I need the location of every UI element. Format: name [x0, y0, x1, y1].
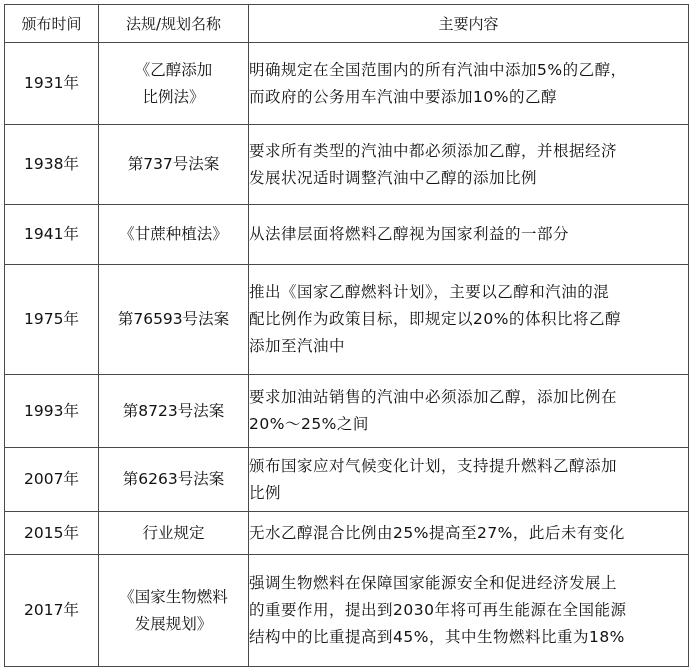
law-name-line: 第737号法案: [127, 155, 220, 173]
year-cell: 2007年: [5, 448, 99, 512]
table-row: [5, 555, 689, 667]
law-name-line: 比例法》: [142, 87, 205, 106]
table-row: [5, 448, 689, 512]
content-line: 无水乙醇混合比例由25%提高至27%，此后未有变化: [249, 523, 625, 542]
law-name-cell: [99, 265, 249, 375]
header-year: 颁布时间: [5, 5, 99, 43]
table-row: [5, 43, 689, 125]
content-line: 要求所有类型的汽油中都必须添加乙醇，并根据经济: [249, 141, 618, 160]
law-name-line: 第8723号法案: [122, 401, 225, 420]
content-line: 而政府的公务用车汽油中要添加10%的乙醇: [249, 87, 557, 106]
content-cell: [249, 205, 689, 265]
header-main-content: 主要内容: [249, 5, 689, 43]
law-name-line: 发展规划》: [134, 614, 213, 633]
law-name-cell: [99, 125, 249, 205]
law-name-line: 《国家生物燃料: [119, 587, 228, 606]
law-name-line: 第76593号法案: [117, 310, 230, 328]
year-cell: 2015年: [5, 512, 99, 555]
content-cell: [249, 448, 689, 512]
law-name-cell: [99, 375, 249, 448]
content-line: 从法律层面将燃料乙醇视为国家利益的一部分: [249, 225, 570, 243]
content-cell: [249, 512, 689, 555]
header-row: [5, 5, 689, 43]
content-cell: [249, 555, 689, 667]
content-line: 配比例作为政策目标，即规定以20%的体积比将乙醇: [249, 310, 621, 328]
table-row: [5, 512, 689, 555]
year-cell: 1931年: [5, 43, 99, 125]
law-name-cell: [99, 555, 249, 667]
content-line: 比例: [249, 483, 282, 502]
content-line: 明确规定在全国范围内的所有汽油中添加5%的乙醇，: [249, 60, 627, 79]
law-name-line: 第6263号法案: [122, 470, 225, 488]
year-cell: 1938年: [5, 125, 99, 205]
law-name-cell: [99, 43, 249, 125]
content-line: 颁布国家应对气候变化计划，支持提升燃料乙醇添加: [249, 456, 618, 475]
year-cell: 1941年: [5, 205, 99, 265]
content-line: 推出《国家乙醇燃料计划》，主要以乙醇和汽油的混: [249, 283, 610, 301]
law-name-cell: [99, 448, 249, 512]
year-cell: 1975年: [5, 265, 99, 375]
content-line: 发展状况适时调整汽油中乙醇的添加比例: [249, 168, 538, 187]
table-row: [5, 375, 689, 448]
content-line: 的重要作用，提出到2030年将可再生能源在全国能源: [249, 601, 627, 619]
content-line: 添加至汽油中: [249, 337, 346, 355]
content-line: 强调生物燃料在保障国家能源安全和促进经济发展上: [249, 574, 618, 592]
content-line: 20%～25%之间: [249, 415, 369, 433]
regulations-table: [4, 4, 689, 667]
header-law-name: 法规/规划名称: [99, 5, 249, 43]
law-name-line: 《甘蔗种植法》: [119, 225, 228, 243]
content-cell: [249, 43, 689, 125]
law-name-cell: [99, 205, 249, 265]
content-cell: [249, 125, 689, 205]
year-cell: 2017年: [5, 555, 99, 667]
law-name-cell: [99, 512, 249, 555]
table-row: [5, 125, 689, 205]
table-row: [5, 205, 689, 265]
year-cell: 1993年: [5, 375, 99, 448]
content-line: 结构中的比重提高到45%，其中生物燃料比重为18%: [249, 628, 625, 646]
law-name-line: 《乙醇添加: [134, 60, 213, 79]
table-row: [5, 265, 689, 375]
content-cell: [249, 265, 689, 375]
law-name-line: 行业规定: [142, 523, 205, 542]
content-line: 要求加油站销售的汽油中必须添加乙醇，添加比例在: [249, 388, 618, 406]
content-cell: [249, 375, 689, 448]
